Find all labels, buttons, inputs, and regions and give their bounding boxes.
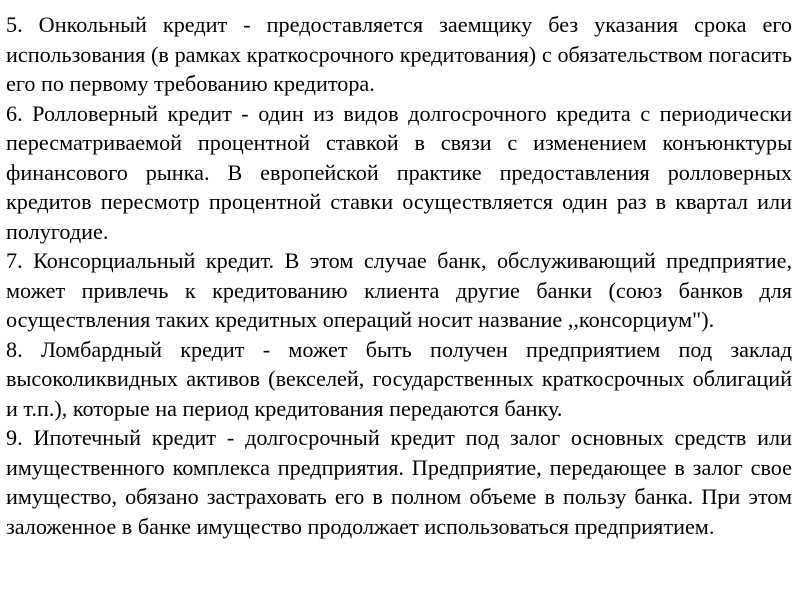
- paragraph-item-8: 8. Ломбардный кредит - может быть получен предприятием под заклад высоколиквидных активов (векселей, государственных краткосрочных облигаций и т.п.), которые на период кредитования передаются банку.: [6, 336, 792, 421]
- paragraph-item-7: 7. Консорциальный кредит. В этом случае банк, обслуживающий предприятие, может привлечь к кредитованию клиента другие банки (союз банков для осуществления таких кредитных операций носит название ,,консорциум").: [6, 248, 792, 332]
- paragraph-item-5: 5. Онкольный кредит - предоставляется заемщику без указания срока его использования (в рамках краткосрочного кредитования) с обязательством погасить его по первому требованию кредитора.: [6, 12, 792, 96]
- paragraph-item-6: 6. Ролловерный кредит - один из видов долгосрочного кредита с периодически пересматриваемой процентной ставкой в связи с изменением конъюнктуры финансового рынка. В европейской практике предоставления ролловерных кредитов пересмотр процентной ставки осуществляется один раз в квартал или полугодие.: [6, 100, 792, 244]
- paragraph-item-9: 9. Ипотечный кредит - долгосрочный кредит под залог основных средств или имущественного комплекса предприятия. Предприятие, передающее в залог свое имущество, обязано застраховать его в полном объеме в пользу банка. При этом заложенное в банке имущество продолжает использоваться предприятием.: [6, 425, 792, 539]
- document-text: [6, 10, 792, 541]
